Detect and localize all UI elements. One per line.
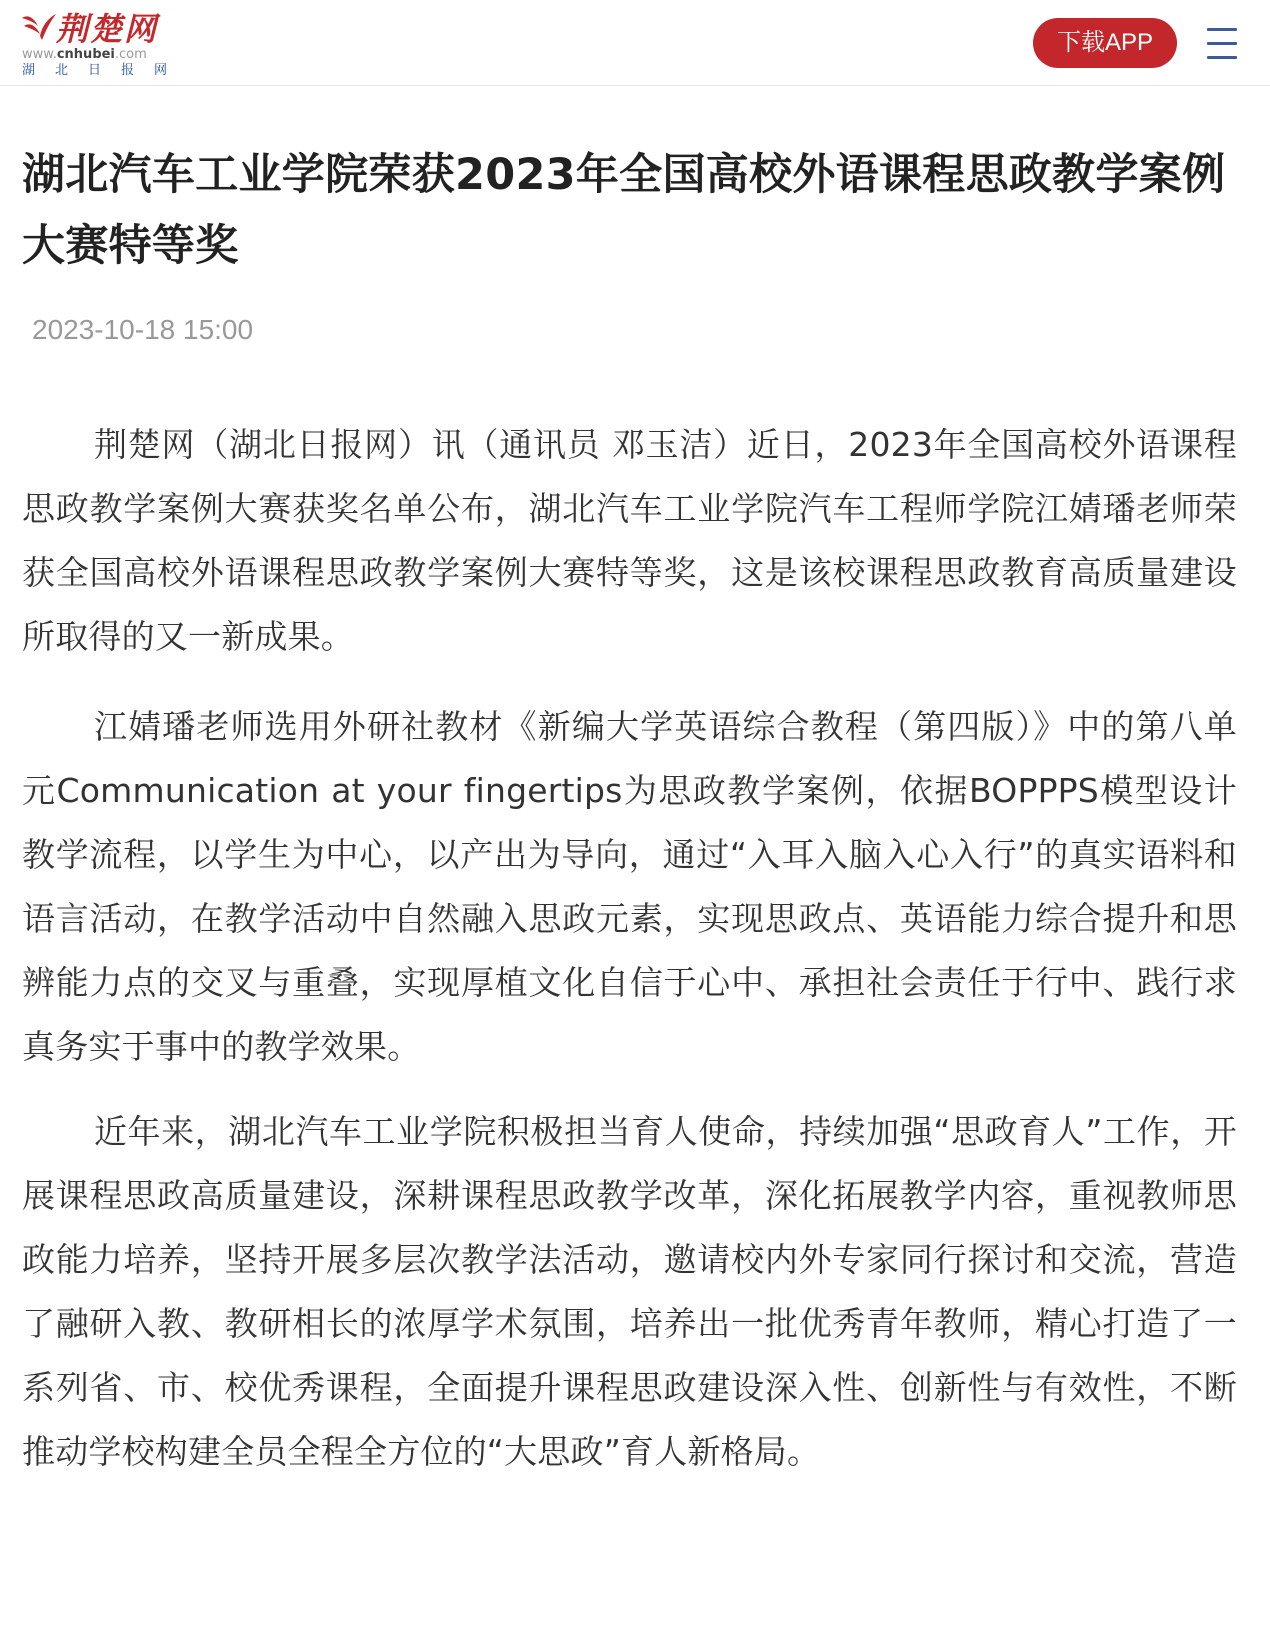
menu-line (1207, 42, 1237, 45)
hamburger-menu-icon[interactable] (1207, 26, 1239, 60)
logo-domain-main: cnhubei (56, 47, 115, 62)
top-header (0, 0, 1270, 86)
article-title: 湖北汽车工业学院荣获2023年全国高校外语课程思政教学案例大赛特等奖 (22, 150, 1226, 271)
site-logo[interactable] (20, 10, 188, 78)
article-paragraph: 近年来，湖北汽车工业学院积极担当育人使命，持续加强“思政育人”工作，开展课程思政高质量建设，深耕课程思政教学改革，深化拓展教学内容，重视教师思政能力培养，坚持开展多层次教学法活动，邀请校内外专家同行探讨和交流，营造了融研入教、教研相长的浓厚学术氛围，培养出一批优秀青年教师，精心打造了一系列省、市、校优秀课程，全面提升课程思政建设深入性、创新性与有效性，不断推动学校构建全员全程全方位的“大思政”育人新格局。 (22, 1112, 1237, 1471)
logo-domain (22, 47, 147, 63)
publish-date: 2023-10-18 15:00 (32, 314, 254, 345)
menu-line (1207, 28, 1237, 31)
download-app-button[interactable]: 下载APP (1033, 18, 1177, 68)
logo-name: 荆楚网 (56, 10, 159, 48)
article-paragraph: 江婧璠老师选用外研社教材《新编大学英语综合教程（第四版）》中的第八单元Communication at your fingertips为思政教学案例，依据BOPPPS模型设计教学流程，以学生为中心，以产出为导向，通过“入耳入脑入心入行”的真实语料和语言活动，在教学活动中自然融入思政元素，实现思政点、英语能力综合提升和思辨能力点的交叉与重叠，实现厚植文化自信于心中、承担社会责任于行中、践行求真务实于事中的教学效果。 (22, 707, 1237, 1066)
article-paragraph: 荆楚网（湖北日报网）讯（通讯员 邓玉洁）近日，2023年全国高校外语课程思政教学案例大赛获奖名单公布，湖北汽车工业学院汽车工程师学院江婧璠老师荣获全国高校外语课程思政教学案例大赛特等奖，这是该校课程思政教育高质量建设所取得的又一新成果。 (22, 425, 1237, 656)
menu-line (1207, 56, 1237, 59)
logo-emblem-icon (20, 10, 60, 44)
logo-domain-prefix: www. (22, 47, 57, 62)
logo-subtitle: 湖北日报网 (22, 63, 188, 78)
logo-domain-suffix: .com (114, 47, 147, 62)
